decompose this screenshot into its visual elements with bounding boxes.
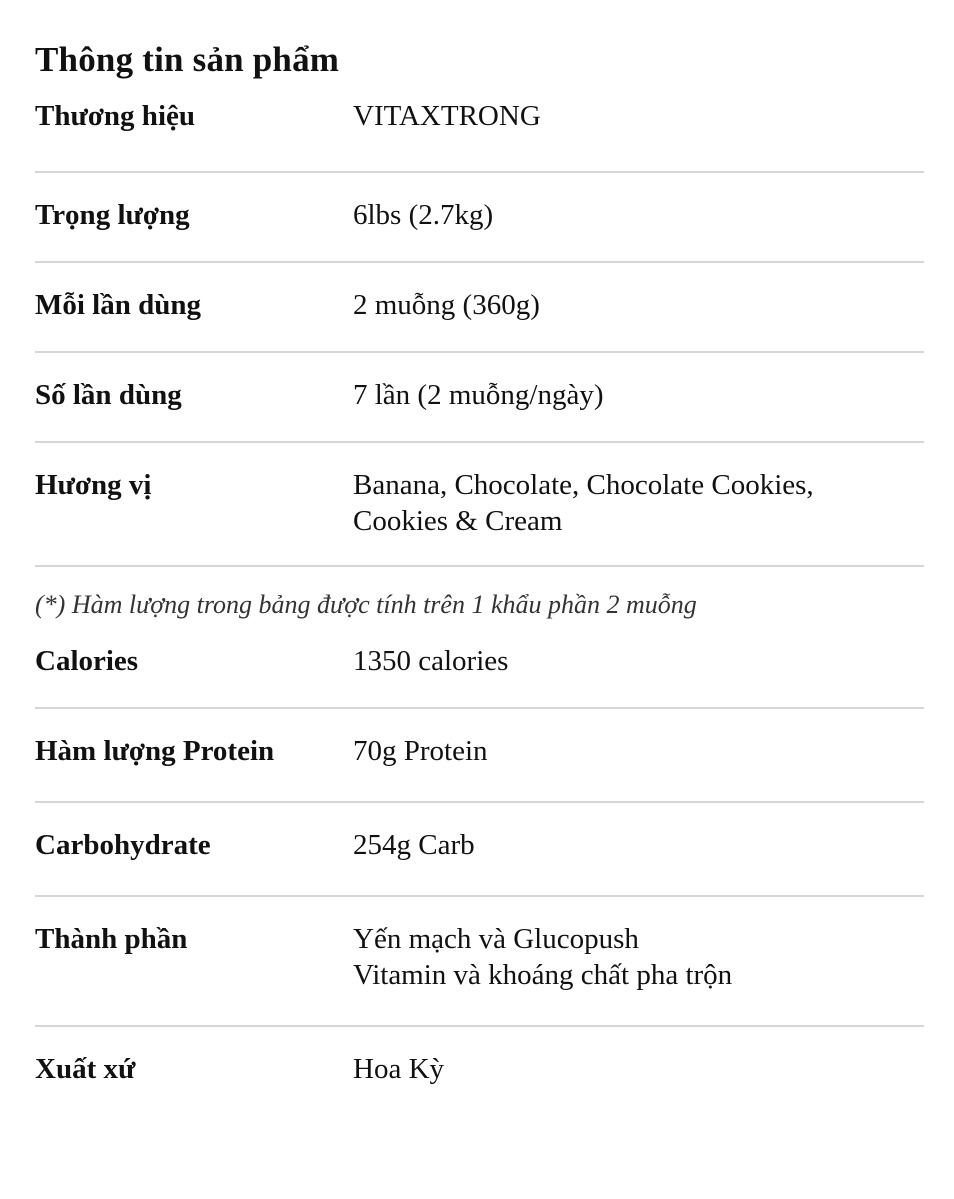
- row-value-line: 70g Protein: [353, 735, 488, 767]
- row-label: Hàm lượng Protein: [35, 735, 275, 767]
- row-value-line: Cookies & Cream: [353, 505, 563, 537]
- table-row-brand: [35, 82, 924, 173]
- table-row-origin: [35, 1027, 924, 1107]
- row-value: [353, 467, 924, 539]
- table-row-flavor: [35, 443, 924, 567]
- row-label: Số lần dùng: [35, 379, 182, 411]
- row-value: [353, 643, 924, 679]
- row-value-line: Banana, Chocolate, Chocolate Cookies,: [353, 469, 814, 501]
- serving-note: (*) Hàm lượng trong bảng được tính trên 1 khẩu phần 2 muỗng: [35, 590, 697, 619]
- row-value-line: Hoa Kỳ: [353, 1053, 445, 1085]
- row-value-line: 1350 calories: [353, 645, 509, 677]
- row-value-line: 2 muỗng (360g): [353, 289, 540, 321]
- row-value-line: Vitamin và khoáng chất pha trộn: [353, 959, 733, 991]
- row-value-line: 7 lần (2 muỗng/ngày): [353, 379, 604, 411]
- table-row-weight: [35, 173, 924, 263]
- table-row-ingredients: [35, 897, 924, 1027]
- row-value: [353, 733, 924, 769]
- row-value-line: 254g Carb: [353, 829, 475, 861]
- row-value: [353, 827, 924, 863]
- row-value: [353, 287, 924, 323]
- row-label: Hương vị: [35, 469, 152, 501]
- table-row-carbohydrate: [35, 803, 924, 897]
- row-value: [353, 1051, 924, 1087]
- row-label: Calories: [35, 645, 139, 677]
- row-label: Trọng lượng: [35, 199, 190, 231]
- table-row-servings-count: [35, 353, 924, 443]
- product-table: [35, 82, 924, 567]
- table-row-calories: [35, 631, 924, 709]
- row-value: [353, 921, 924, 993]
- row-value: [353, 98, 924, 134]
- row-value-line: VITAXTRONG: [353, 100, 541, 132]
- row-value-line: Yến mạch và Glucopush: [353, 923, 639, 955]
- table-row-serving: [35, 263, 924, 353]
- row-value: [353, 377, 924, 413]
- row-value: [353, 197, 924, 233]
- page-title: Thông tin sản phẩm: [35, 40, 340, 79]
- table-row-protein: [35, 709, 924, 803]
- row-value-line: 6lbs (2.7kg): [353, 199, 494, 231]
- row-label: Thành phần: [35, 923, 188, 955]
- row-label: Carbohydrate: [35, 829, 211, 861]
- product-info-section: [35, 38, 924, 1107]
- nutrition-table: [35, 631, 924, 1107]
- row-label: Thương hiệu: [35, 100, 195, 132]
- row-label: Mỗi lần dùng: [35, 289, 201, 321]
- row-label: Xuất xứ: [35, 1053, 136, 1085]
